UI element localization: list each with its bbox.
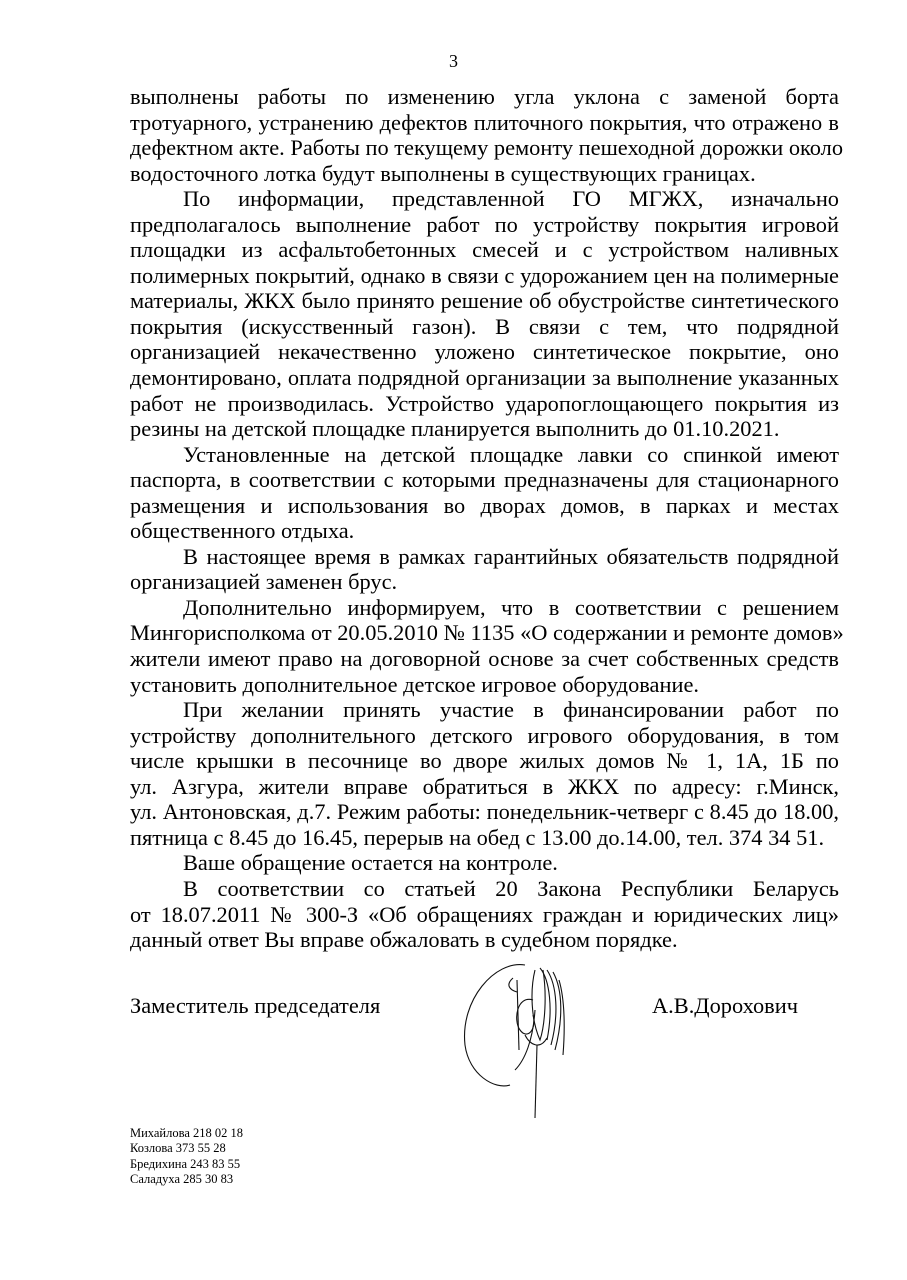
signatory-title: Заместитель председателя xyxy=(130,993,381,1018)
text-line: материалы, ЖКХ было принято решение об обустройстве синтетического xyxy=(130,288,839,314)
paragraph-financing xyxy=(130,697,839,850)
contact-line: Михайлова 218 02 18 xyxy=(130,1126,244,1140)
text-line: размещения и использования во дворах домов, в парках и местах xyxy=(130,492,839,518)
paragraph-warranty xyxy=(130,544,839,595)
text-line: предполагалось выполнение работ по устройству покрытия игровой xyxy=(130,211,839,237)
text-line: организацией заменен брус. xyxy=(130,569,398,595)
text-line: По информации, представленной ГО МГЖХ, изначально xyxy=(183,186,839,212)
text-line: организацией некачественно уложено синтетическое покрытие, оно xyxy=(130,339,839,365)
contact-line: Саладуха 285 30 83 xyxy=(130,1171,234,1186)
text-line: В настоящее время в рамках гарантийных обязательств подрядной xyxy=(183,543,839,569)
handwritten-signature-icon xyxy=(455,950,615,1130)
text-line: числе крышки в песочнице во дворе жилых домов № 1, 1А, 1Б по xyxy=(130,748,839,774)
text-line: от 18.07.2011 № 300-З «Об обращениях граждан и юридических лиц» xyxy=(130,901,839,927)
text-line: При желании принять участие в финансировании работ по xyxy=(183,697,839,723)
text-line: Мингорисполкома от 20.05.2010 № 1135 «О содержании и ремонте домов» xyxy=(130,620,844,646)
text-line: ул. Антоновская, д.7. Режим работы: понедельник-четверг с 8.45 до 18.00, xyxy=(130,799,839,825)
text-line: резины на детской площадке планируется выполнить до 01.10.2021. xyxy=(130,416,780,442)
text-line: паспорта, в соответствии с которыми предназначены для стационарного xyxy=(130,467,839,493)
text-line: демонтировано, оплата подрядной организации за выполнение указанных xyxy=(130,365,839,391)
text-line: пятница с 8.45 до 16.45, перерыв на обед с 13.00 до.14.00, тел. 374 34 51. xyxy=(130,824,825,850)
signatory-name: А.В.Дорохович xyxy=(652,993,798,1018)
paragraph-additional-info xyxy=(130,594,844,697)
text-line: Установленные на детской площадке лавки со спинкой имеют xyxy=(183,441,839,467)
text-line: полимерных покрытий, однако в связи с удорожанием цен на полимерные xyxy=(130,262,839,288)
text-line: Дополнительно информируем, что в соответствии с решением xyxy=(183,594,839,620)
paragraph-benches xyxy=(130,442,839,544)
contact-line: Бредихина 243 83 55 xyxy=(130,1156,241,1171)
letter-body xyxy=(130,84,844,953)
contact-list xyxy=(130,1126,243,1187)
text-line: В соответствии со статьей 20 Закона Республики Беларусь xyxy=(183,875,839,901)
page-number: 3 xyxy=(449,51,458,71)
text-line: площадки из асфальтобетонных смесей и с устройством наливных xyxy=(130,237,839,263)
text-line: работ не производилась. Устройство ударопоглощающего покрытия из xyxy=(130,390,839,416)
text-line: Ваше обращение остается на контроле. xyxy=(183,850,558,876)
text-line: установить дополнительное детское игровое оборудование. xyxy=(130,671,699,697)
text-line: водосточного лотка будут выполнены в существующих границах. xyxy=(130,160,756,186)
text-line: выполнены работы по изменению угла уклона с заменой борта xyxy=(130,84,839,109)
text-line: ул. Азгура, жители вправе обратиться в ЖКХ по адресу: г.Минск, xyxy=(130,773,839,799)
paragraph-appeal xyxy=(130,876,839,953)
text-line: общественного отдыха. xyxy=(130,518,355,544)
text-line: дефектном акте. Работы по текущему ремонту пешеходной дорожки около xyxy=(130,135,844,161)
text-line: тротуарного, устранению дефектов плиточного покрытия, что отражено в xyxy=(130,109,839,135)
text-line: устройству дополнительного детского игрового оборудования, в том xyxy=(130,722,839,748)
contact-line: Козлова 373 55 28 xyxy=(130,1141,226,1156)
paragraph-playground-coating xyxy=(130,186,839,441)
text-line: данный ответ Вы вправе обжаловать в судебном порядке. xyxy=(130,927,678,953)
paragraph-repair-works xyxy=(130,84,844,186)
text-line: покрытия (искусственный газон). В связи с тем, что подрядной xyxy=(130,313,839,339)
text-line: жители имеют право на договорной основе за счет собственных средств xyxy=(130,646,839,672)
paragraph-control xyxy=(130,850,839,876)
